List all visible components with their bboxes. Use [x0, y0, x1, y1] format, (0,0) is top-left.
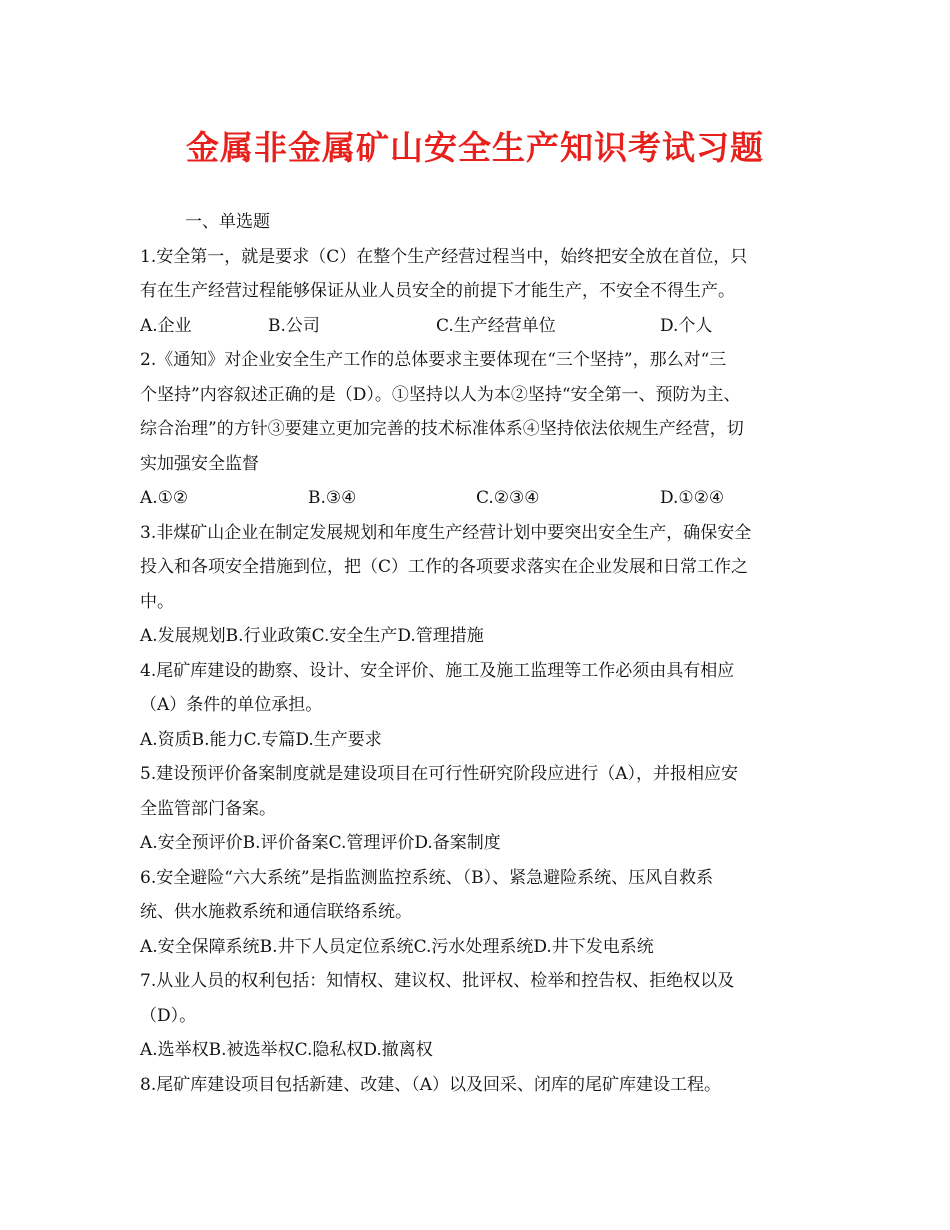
- question-7-line-1: 7.从业人员的权利包括：知情权、建议权、批评权、检举和控告权、拒绝权以及: [140, 971, 735, 991]
- question-3-line-3: 中。: [140, 591, 174, 612]
- question-2-line-3: 综合治理”的方针③要建立更加完善的技术标准体系④坚持依法依规生产经营，切: [140, 419, 744, 439]
- question-3-options: A.发展规划B.行业政策C.安全生产D.管理措施: [140, 626, 484, 646]
- question-5-line-1: 5.建设预评价备案制度就是建设项目在可行性研究阶段应进行（A），并报相应安: [140, 764, 738, 784]
- question-1-line-1: 1.安全第一，就是要求（C）在整个生产经营过程当中，始终把安全放在首位，只: [140, 246, 748, 267]
- question-1-options: [140, 309, 830, 344]
- question-6-options: A.安全保障系统B.井下人员定位系统C.污水处理系统D.井下发电系统: [140, 936, 654, 957]
- question-1-line-2: 有在生产经营过程能够保证从业人员安全的前提下才能生产，不安全不得生产。: [140, 281, 735, 301]
- question-4-line-1: 4.尾矿库建设的勘察、设计、安全评价、施工及施工监理等工作必须由具有相应: [140, 660, 735, 681]
- question-6-line-1: 6.安全避险“六大系统”是指监测监控系统、（B）、紧急避险系统、压风自救系: [140, 867, 714, 888]
- document-body: [140, 205, 830, 1102]
- question-1-option-c: C.生产经营单位: [436, 315, 556, 336]
- question-5-options: A.安全预评价B.评价备案C.管理评价D.备案制度: [140, 833, 501, 853]
- section-heading: 一、单选题: [185, 212, 270, 232]
- question-2-line-1: 2.《通知》对企业安全生产工作的总体要求主要体现在“三个坚持”，那么对“三: [140, 350, 727, 370]
- question-1-option-b: B.公司: [268, 315, 320, 336]
- question-4-line-2: （A）条件的单位承担。: [140, 695, 323, 715]
- question-7-options: A.选举权B.被选举权C.隐私权D.撤离权: [140, 1040, 433, 1060]
- question-2-line-4: 实加强安全监督: [140, 453, 259, 474]
- question-1-option-a: A.企业: [140, 315, 192, 336]
- question-3-line-1: 3.非煤矿山企业在制定发展规划和年度生产经营计划中要突出安全生产，确保安全: [140, 522, 752, 543]
- question-2-option-a: A.①②: [140, 488, 189, 508]
- question-3-line-2: 投入和各项安全措施到位，把（C）工作的各项要求落实在企业发展和日常工作之: [140, 557, 749, 577]
- question-2-line-2: 个坚持”内容叙述正确的是（D）。①坚持以人为本②坚持“安全第一、预防为主、: [140, 384, 741, 405]
- question-1-option-d: D.个人: [660, 315, 713, 336]
- question-2-options: [140, 481, 830, 516]
- question-2-option-c: C.②③④: [476, 488, 540, 508]
- question-7-line-2: （D）。: [140, 1005, 197, 1026]
- question-5-line-2: 全监管部门备案。: [140, 798, 276, 819]
- question-8-line-1: 8.尾矿库建设项目包括新建、改建、（A）以及回采、闭库的尾矿库建设工程。: [140, 1074, 721, 1095]
- question-6-line-2: 统、供水施救系统和通信联络系统。: [140, 902, 412, 922]
- page-title: 金属非金属矿山安全生产知识考试习题: [186, 128, 764, 167]
- question-4-options: A.资质B.能力C.专篇D.生产要求: [140, 729, 382, 750]
- question-2-option-b: B.③④: [308, 488, 357, 508]
- question-2-option-d: D.①②④: [660, 488, 725, 508]
